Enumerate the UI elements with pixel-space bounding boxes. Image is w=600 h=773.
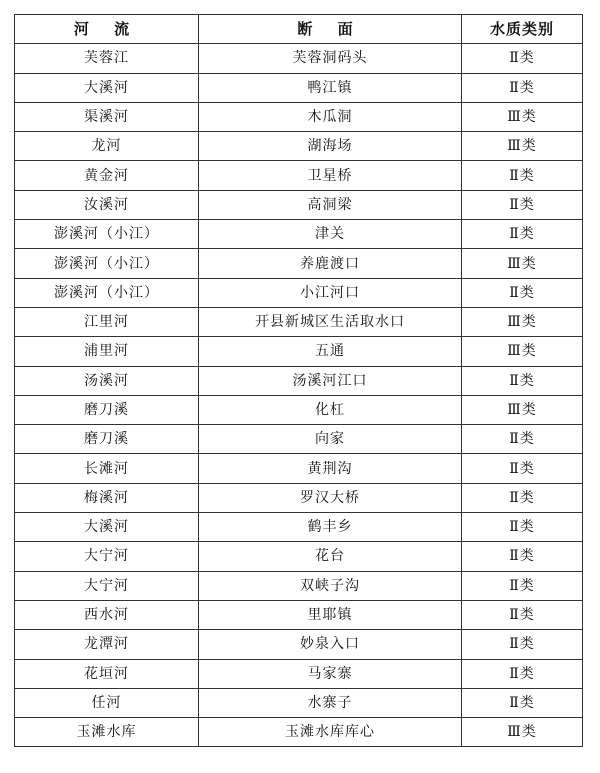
table-row bbox=[15, 454, 583, 483]
river-cell: 大宁河 bbox=[15, 571, 199, 600]
water-class-cell: Ⅲ类 bbox=[462, 102, 583, 131]
table-row bbox=[15, 366, 583, 395]
river-cell: 磨刀溪 bbox=[15, 425, 199, 454]
table-row bbox=[15, 220, 583, 249]
section-cell: 水寨子 bbox=[199, 688, 462, 717]
section-cell: 湖海场 bbox=[199, 132, 462, 161]
table-row bbox=[15, 571, 583, 600]
water-class-cell: Ⅱ类 bbox=[462, 44, 583, 73]
river-cell: 江里河 bbox=[15, 307, 199, 336]
water-quality-table bbox=[14, 14, 583, 747]
section-cell: 妙泉入口 bbox=[199, 630, 462, 659]
water-class-cell: Ⅱ类 bbox=[462, 483, 583, 512]
water-class-cell: Ⅲ类 bbox=[462, 337, 583, 366]
water-class-cell: Ⅲ类 bbox=[462, 307, 583, 336]
table-row bbox=[15, 307, 583, 336]
water-class-cell: Ⅱ类 bbox=[462, 659, 583, 688]
table-row bbox=[15, 161, 583, 190]
table-row bbox=[15, 395, 583, 424]
water-class-cell: Ⅱ类 bbox=[462, 542, 583, 571]
table-row bbox=[15, 425, 583, 454]
table-row bbox=[15, 483, 583, 512]
table-row bbox=[15, 542, 583, 571]
river-cell: 大宁河 bbox=[15, 542, 199, 571]
water-class-cell: Ⅱ类 bbox=[462, 220, 583, 249]
river-cell: 长滩河 bbox=[15, 454, 199, 483]
river-cell: 浦里河 bbox=[15, 337, 199, 366]
section-cell: 高洞梁 bbox=[199, 190, 462, 219]
section-cell: 鹤丰乡 bbox=[199, 513, 462, 542]
section-cell: 马家寨 bbox=[199, 659, 462, 688]
table-row bbox=[15, 44, 583, 73]
section-cell: 芙蓉洞码头 bbox=[199, 44, 462, 73]
water-class-cell: Ⅲ类 bbox=[462, 249, 583, 278]
river-cell: 澎溪河（小江） bbox=[15, 220, 199, 249]
table-row bbox=[15, 630, 583, 659]
section-cell: 化杠 bbox=[199, 395, 462, 424]
section-cell: 里耶镇 bbox=[199, 600, 462, 629]
section-cell: 卫星桥 bbox=[199, 161, 462, 190]
table-row bbox=[15, 73, 583, 102]
river-cell: 龙河 bbox=[15, 132, 199, 161]
water-class-cell: Ⅱ类 bbox=[462, 73, 583, 102]
section-cell: 养鹿渡口 bbox=[199, 249, 462, 278]
table-row bbox=[15, 190, 583, 219]
table-row bbox=[15, 102, 583, 131]
water-class-cell: Ⅱ类 bbox=[462, 190, 583, 219]
water-class-cell: Ⅱ类 bbox=[462, 571, 583, 600]
river-cell: 龙潭河 bbox=[15, 630, 199, 659]
table-row bbox=[15, 132, 583, 161]
table-header bbox=[15, 15, 583, 44]
section-cell: 小江河口 bbox=[199, 278, 462, 307]
section-cell: 开县新城区生活取水口 bbox=[199, 307, 462, 336]
river-cell: 大溪河 bbox=[15, 73, 199, 102]
header-water-quality-class: 水质类别 bbox=[462, 15, 583, 44]
water-class-cell: Ⅱ类 bbox=[462, 630, 583, 659]
river-cell: 任河 bbox=[15, 688, 199, 717]
table-row bbox=[15, 659, 583, 688]
river-cell: 西水河 bbox=[15, 600, 199, 629]
water-class-cell: Ⅱ类 bbox=[462, 161, 583, 190]
water-class-cell: Ⅱ类 bbox=[462, 278, 583, 307]
section-cell: 五通 bbox=[199, 337, 462, 366]
water-class-cell: Ⅱ类 bbox=[462, 366, 583, 395]
water-class-cell: Ⅱ类 bbox=[462, 513, 583, 542]
header-section: 断 面 bbox=[199, 15, 462, 44]
water-class-cell: Ⅲ类 bbox=[462, 132, 583, 161]
table-row bbox=[15, 278, 583, 307]
section-cell: 花台 bbox=[199, 542, 462, 571]
table-row bbox=[15, 513, 583, 542]
river-cell: 黄金河 bbox=[15, 161, 199, 190]
table-row bbox=[15, 718, 583, 747]
table-row bbox=[15, 600, 583, 629]
river-cell: 汝溪河 bbox=[15, 190, 199, 219]
river-cell: 花垣河 bbox=[15, 659, 199, 688]
river-cell: 芙蓉江 bbox=[15, 44, 199, 73]
water-class-cell: Ⅱ类 bbox=[462, 688, 583, 717]
header-river: 河 流 bbox=[15, 15, 199, 44]
river-cell: 澎溪河（小江） bbox=[15, 249, 199, 278]
section-cell: 木瓜洞 bbox=[199, 102, 462, 131]
section-cell: 向家 bbox=[199, 425, 462, 454]
section-cell: 鸭江镇 bbox=[199, 73, 462, 102]
river-cell: 澎溪河（小江） bbox=[15, 278, 199, 307]
table-row bbox=[15, 337, 583, 366]
table-row bbox=[15, 688, 583, 717]
river-cell: 大溪河 bbox=[15, 513, 199, 542]
water-class-cell: Ⅲ类 bbox=[462, 395, 583, 424]
river-cell: 玉滩水库 bbox=[15, 718, 199, 747]
river-cell: 汤溪河 bbox=[15, 366, 199, 395]
section-cell: 汤溪河江口 bbox=[199, 366, 462, 395]
table-row bbox=[15, 249, 583, 278]
table-body bbox=[15, 44, 583, 747]
section-cell: 黄荆沟 bbox=[199, 454, 462, 483]
section-cell: 双峡子沟 bbox=[199, 571, 462, 600]
section-cell: 津关 bbox=[199, 220, 462, 249]
water-class-cell: Ⅱ类 bbox=[462, 425, 583, 454]
header-row bbox=[15, 15, 583, 44]
river-cell: 磨刀溪 bbox=[15, 395, 199, 424]
river-cell: 梅溪河 bbox=[15, 483, 199, 512]
river-cell: 渠溪河 bbox=[15, 102, 199, 131]
water-class-cell: Ⅲ类 bbox=[462, 718, 583, 747]
water-class-cell: Ⅱ类 bbox=[462, 600, 583, 629]
section-cell: 罗汉大桥 bbox=[199, 483, 462, 512]
section-cell: 玉滩水库库心 bbox=[199, 718, 462, 747]
water-class-cell: Ⅱ类 bbox=[462, 454, 583, 483]
